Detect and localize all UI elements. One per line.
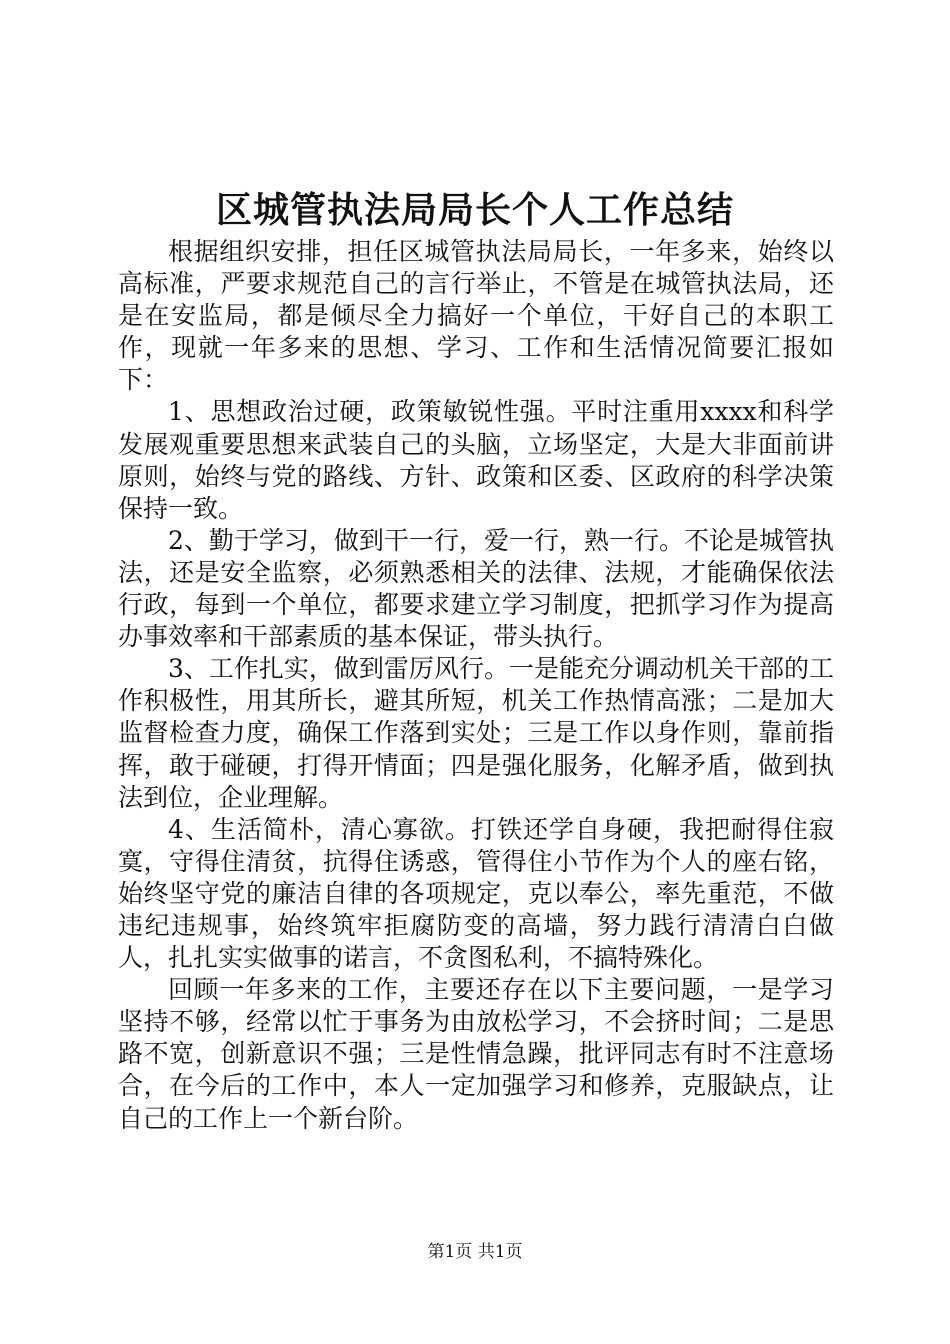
page-number-footer: 第1页 共1页 (427, 1242, 523, 1262)
paragraph-1-politics: 1、思想政治过硬，政策敏锐性强。平时注重用xxxx和科学发展观重要思想来武装自己的头脑，立场坚定，大是大非面前讲原则，始终与党的路线、方针、政策和区委、区政府的科学决策保持一致。 (118, 397, 834, 523)
paragraph-2-study: 2、勤于学习，做到干一行，爱一行，熟一行。不论是城管执法，还是安全监察，必须熟悉相关的法律、法规，才能确保依法行政，每到一个单位，都要求建立学习制度，把抓学习作为提高办事效率和干部素质的基本保证，带头执行。 (118, 525, 834, 652)
review-paragraph: 回顾一年多来的工作，主要还存在以下主要问题，一是学习坚持不够，经常以忙于事务为由放松学习，不会挤时间；二是思路不宽，创新意识不强；三是性情急躁，批评同志有时不注意场合，在今后的工作中，本人一定加强学习和修养，克服缺点，让自己的工作上一个新台阶。 (118, 975, 834, 1133)
page-title: 区城管执法局局长个人工作总结 (215, 189, 734, 231)
paragraph-3-work: 3、工作扎实，做到雷厉风行。一是能充分调动机关干部的工作积极性，用其所长，避其所短，机关工作热情高涨；二是加大监督检查力度，确保工作落到实处；三是工作以身作则，靠前指挥，敢于碰硬，打得开情面；四是强化服务，化解矛盾，做到执法到位，企业理解。 (118, 654, 834, 812)
document-body (118, 236, 834, 1135)
intro-paragraph: 根据组织安排，担任区城管执法局局长，一年多来，始终以高标准，严要求规范自己的言行举止，不管是在城管执法局，还是在安监局，都是倾尽全力搞好一个单位，干好自己的本职工作，现就一年多来的思想、学习、工作和生活情况简要汇报如下： (118, 237, 834, 395)
paragraph-4-life: 4、生活简朴，清心寡欲。打铁还学自身硬，我把耐得住寂寞，守得住清贫，抗得住诱惑，管得住小节作为个人的座右铭，始终坚守党的廉洁自律的各项规定，克以奉公，率先重范，不做违纪违规事，始终筑牢拒腐防变的高墙，努力践行清清白白做人，扎扎实实做事的诺言，不贪图私利，不搞特殊化。 (118, 814, 834, 973)
